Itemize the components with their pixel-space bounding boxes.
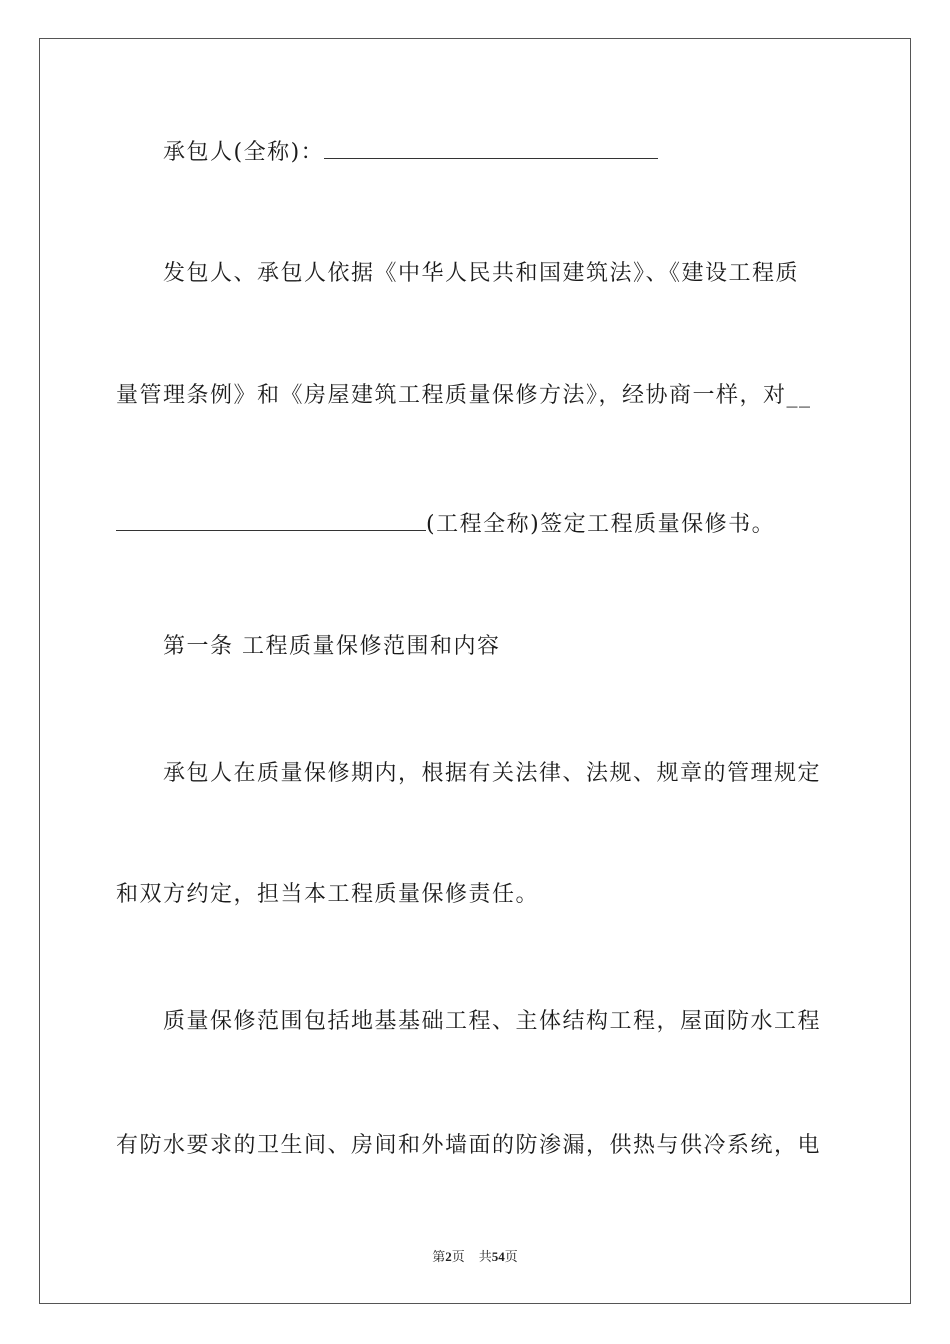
total-suffix: 页 [504, 1250, 518, 1265]
paragraph-3-line-2: 有防水要求的卫生间、房间和外墙面的防渗漏，供热与供冷系统，电 [116, 1133, 822, 1158]
total-pages: 54 [491, 1249, 505, 1264]
contractor-line [163, 138, 658, 167]
page-prefix: 第 [432, 1250, 446, 1265]
paragraph-1-line-1: 发包人、承包人依据《中华人民共和国建筑法》、《建设工程质 [163, 261, 800, 286]
project-name-blank [116, 510, 426, 531]
paragraph-1-line-3-text: (工程全称)签定工程质量保修书。 [426, 512, 776, 537]
total-prefix: 共 [478, 1250, 492, 1265]
paragraph-1-line-2: 量管理条例》和《房屋建筑工程质量保修方法》，经协商一样，对__ [116, 383, 812, 408]
page-number: 2 [445, 1249, 452, 1264]
page-suffix: 页 [451, 1250, 465, 1265]
paragraph-1-line-3 [116, 510, 775, 539]
article-1-heading: 第一条 工程质量保修范围和内容 [163, 634, 501, 659]
paragraph-2-line-2: 和双方约定，担当本工程质量保修责任。 [116, 882, 540, 907]
paragraph-2-line-1: 承包人在质量保修期内，根据有关法律、法规、规章的管理规定 [163, 761, 822, 786]
paragraph-3-line-1: 质量保修范围包括地基基础工程、主体结构工程，屋面防水工程 [163, 1009, 822, 1034]
page-border [39, 38, 911, 1304]
page-footer [0, 1248, 950, 1267]
contractor-name-blank [324, 138, 658, 159]
contractor-label: 承包人(全称)： [163, 140, 325, 165]
